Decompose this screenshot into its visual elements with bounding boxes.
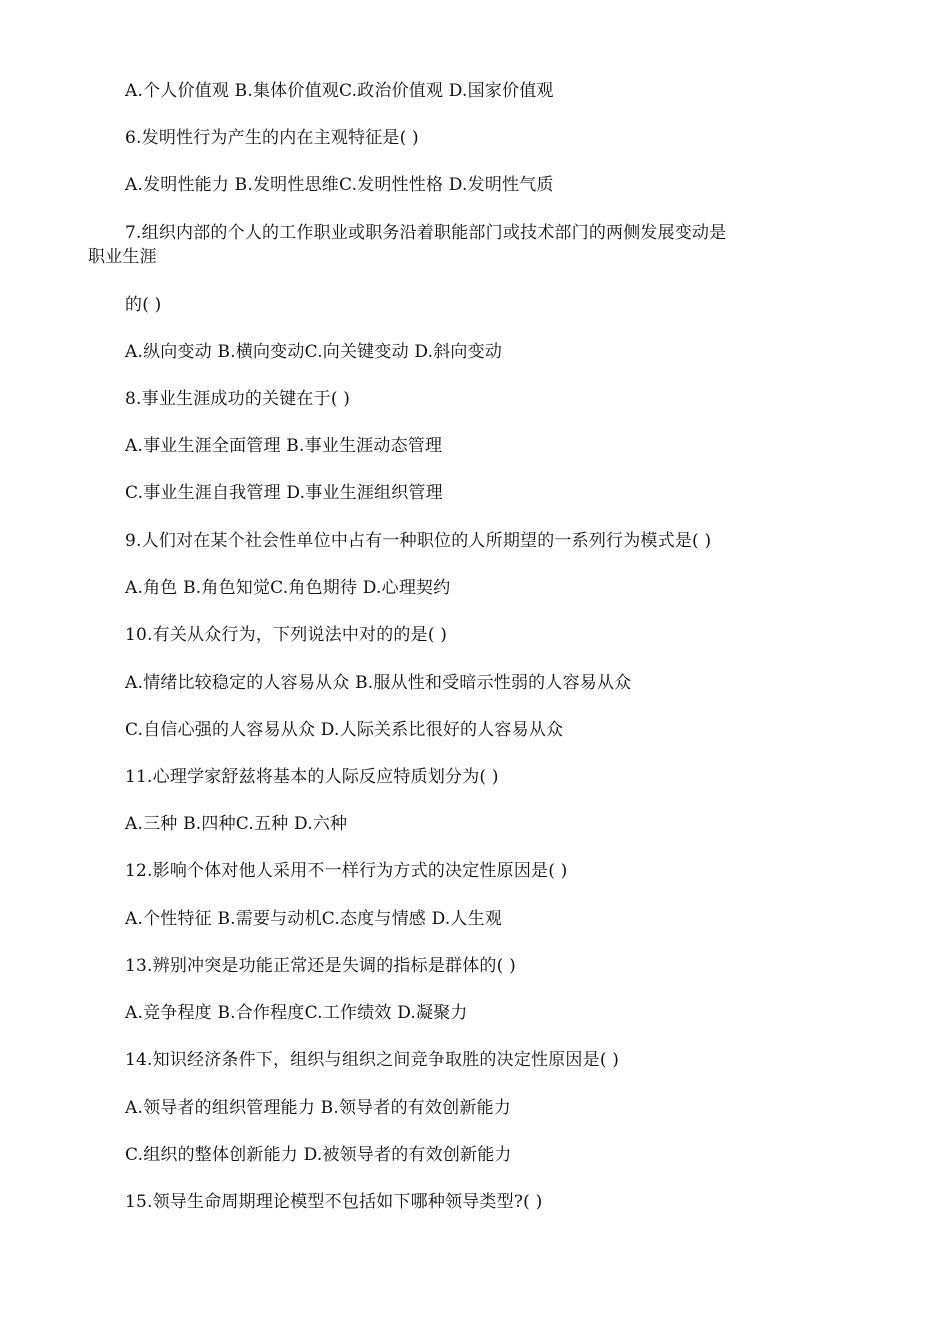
option-line-q13: A.竞争程度 B.合作程度C.工作绩效 D.凝聚力 bbox=[125, 1003, 468, 1023]
question-6: 6.发明性行为产生的内在主观特征是( ) bbox=[125, 128, 419, 148]
option-line-q6: A.发明性能力 B.发明性思维C.发明性性格 D.发明性气质 bbox=[125, 175, 554, 195]
question-8: 8.事业生涯成功的关键在于( ) bbox=[125, 389, 351, 409]
question-7-tail: 的( ) bbox=[125, 295, 162, 315]
question-15: 15.领导生命周期理论模型不包括如下哪种领导类型?( ) bbox=[125, 1192, 543, 1212]
question-14: 14.知识经济条件下，组织与组织之间竞争取胜的决定性原因是( ) bbox=[125, 1050, 620, 1070]
option-line-q10-a: A.情绪比较稳定的人容易从众 B.服从性和受暗示性弱的人容易从众 bbox=[125, 673, 632, 693]
question-11: 11.心理学家舒兹将基本的人际反应特质划分为( ) bbox=[125, 767, 499, 787]
option-line-q8-a: A.事业生涯全面管理 B.事业生涯动态管理 bbox=[125, 436, 443, 456]
question-9: 9.人们对在某个社会性单位中占有一种职位的人所期望的一系列行为模式是( ) bbox=[125, 531, 712, 551]
question-7: 7.组织内部的个人的工作职业或职务沿着职能部门或技术部门的两侧发展变动是 bbox=[125, 223, 727, 243]
option-line-q9: A.角色 B.角色知觉C.角色期待 D.心理契约 bbox=[125, 578, 451, 598]
option-line-q14-a: A.领导者的组织管理能力 B.领导者的有效创新能力 bbox=[125, 1098, 511, 1118]
option-line-q8-b: C.事业生涯自我管理 D.事业生涯组织管理 bbox=[125, 483, 443, 503]
option-line-q11: A.三种 B.四种C.五种 D.六种 bbox=[125, 814, 348, 834]
question-13: 13.辨别冲突是功能正常还是失调的指标是群体的( ) bbox=[125, 956, 516, 976]
question-12: 12.影响个体对他人采用不一样行为方式的决定性原因是( ) bbox=[125, 861, 568, 881]
option-line-q5: A.个人价值观 B.集体价值观C.政治价值观 D.国家价值观 bbox=[125, 81, 554, 101]
option-line-q12: A.个性特征 B.需要与动机C.态度与情感 D.人生观 bbox=[125, 909, 503, 929]
option-line-q14-b: C.组织的整体创新能力 D.被领导者的有效创新能力 bbox=[125, 1145, 512, 1165]
question-10: 10.有关从众行为，下列说法中对的的是( ) bbox=[125, 625, 448, 645]
option-line-q7: A.纵向变动 B.横向变动C.向关键变动 D.斜向变动 bbox=[125, 342, 503, 362]
option-line-q10-b: C.自信心强的人容易从众 D.人际关系比很好的人容易从众 bbox=[125, 720, 564, 740]
question-7-continued: 职业生涯 bbox=[88, 247, 157, 267]
